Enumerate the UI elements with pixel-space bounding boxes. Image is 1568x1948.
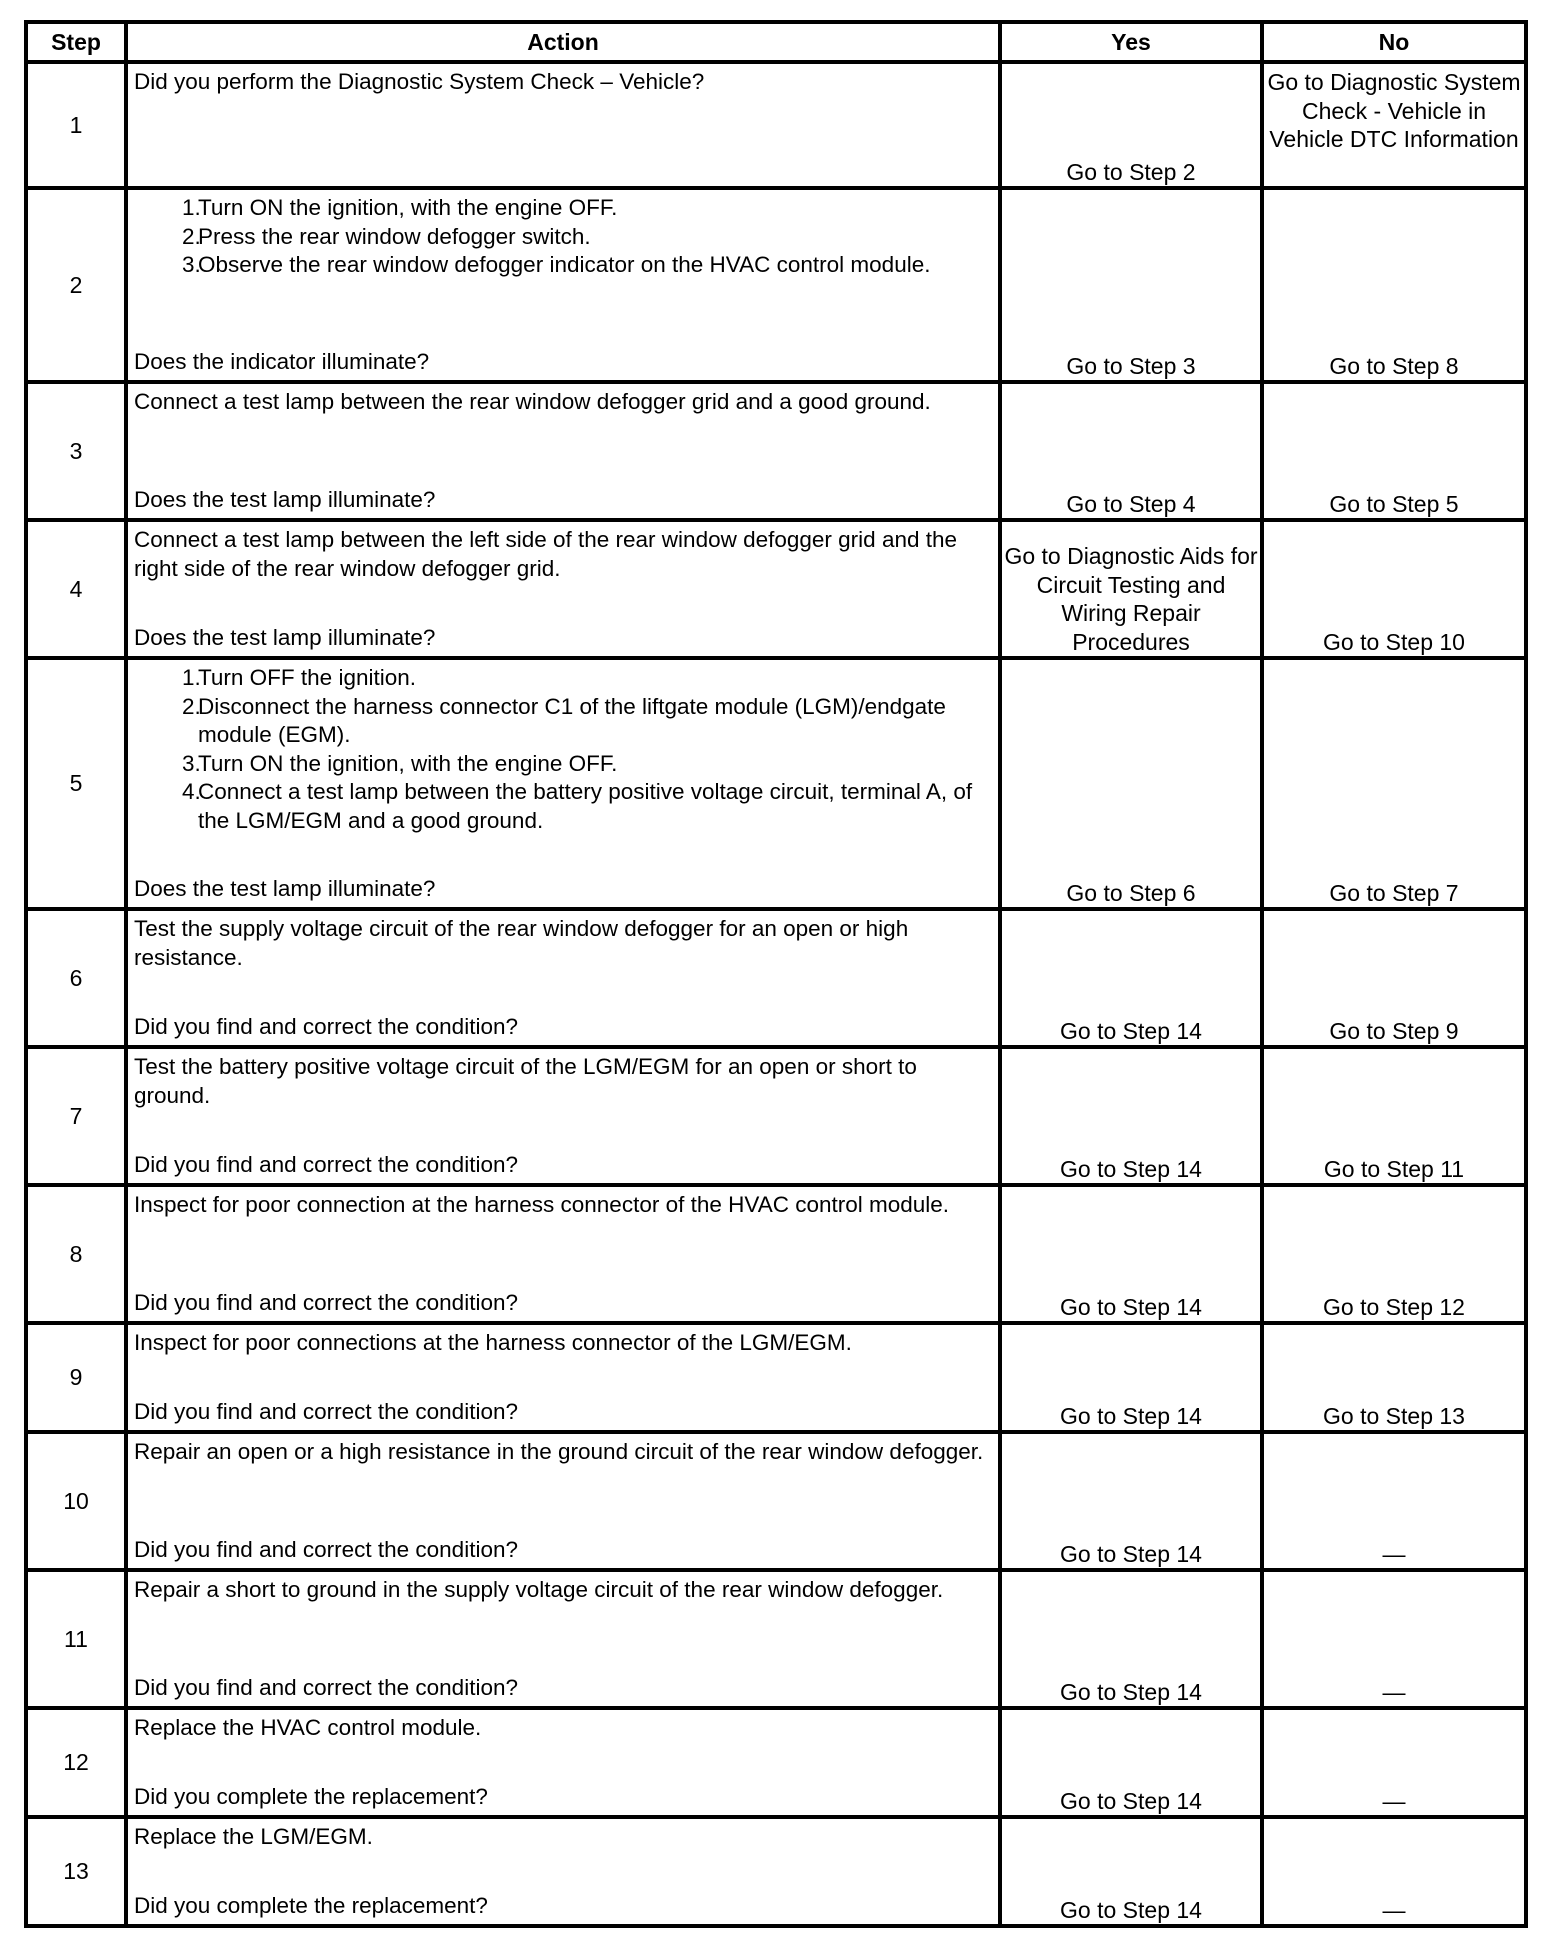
action-question: Did you complete the replacement? (134, 1892, 488, 1918)
no-result: Go to Step 13 (1262, 1323, 1526, 1432)
table-row (26, 1047, 1526, 1185)
header-step: Step (26, 22, 126, 62)
action-description: Did you perform the Diagnostic System Check – Vehicle? (134, 69, 705, 94)
action-question: Does the test lamp illuminate? (134, 875, 436, 901)
action-question: Did you find and correct the condition? (134, 1151, 518, 1177)
no-result: Go to Step 7 (1262, 658, 1526, 909)
header-row (26, 22, 1526, 62)
instruction-number: 3. (182, 252, 201, 277)
action-cell (126, 909, 1000, 1047)
action-cell (126, 188, 1000, 382)
step-number: 8 (26, 1185, 126, 1323)
step-number: 10 (26, 1432, 126, 1570)
no-result: Go to Step 5 (1262, 382, 1526, 520)
action-cell (126, 658, 1000, 909)
table-row (26, 62, 1526, 188)
instruction-item (134, 664, 992, 693)
step-number: 11 (26, 1570, 126, 1708)
action-cell (126, 520, 1000, 658)
action-cell (126, 1432, 1000, 1570)
action-description: Repair an open or a high resistance in the ground circuit of the rear window defogger. (134, 1439, 984, 1464)
action-description: Inspect for poor connections at the harness connector of the LGM/EGM. (134, 1330, 852, 1355)
yes-result: Go to Step 14 (1000, 1185, 1262, 1323)
yes-result: Go to Step 14 (1000, 1708, 1262, 1817)
diagnostic-table (24, 20, 1528, 1928)
table-row (26, 1817, 1526, 1926)
table-row (26, 909, 1526, 1047)
no-result: — (1262, 1817, 1526, 1926)
action-cell (126, 62, 1000, 188)
yes-result: Go to Step 14 (1000, 909, 1262, 1047)
action-cell (126, 1570, 1000, 1708)
action-question: Does the test lamp illuminate? (134, 486, 436, 512)
table-row (26, 1432, 1526, 1570)
instruction-item (134, 194, 992, 223)
instruction-item (134, 778, 992, 835)
no-result: — (1262, 1432, 1526, 1570)
instruction-list (134, 664, 992, 835)
yes-result: Go to Step 14 (1000, 1432, 1262, 1570)
table-row (26, 1708, 1526, 1817)
header-action: Action (126, 22, 1000, 62)
instruction-number: 3. (182, 750, 201, 776)
action-cell (126, 1708, 1000, 1817)
action-question: Did you find and correct the condition? (134, 1013, 518, 1039)
action-question: Did you find and correct the condition? (134, 1674, 518, 1700)
table-row (26, 520, 1526, 658)
step-number: 3 (26, 382, 126, 520)
yes-result: Go to Diagnostic Aids for Circuit Testing and Wiring Repair Procedures (1000, 520, 1262, 658)
no-result: Go to Diagnostic System Check - Vehicle in Vehicle DTC Information (1262, 62, 1526, 188)
yes-result: Go to Step 2 (1000, 62, 1262, 188)
yes-result: Go to Step 3 (1000, 188, 1262, 382)
instruction-number: 1. (182, 195, 201, 220)
no-result: Go to Step 9 (1262, 909, 1526, 1047)
instruction-text: Disconnect the harness connector C1 of the liftgate module (LGM)/endgate module (EGM). (198, 693, 946, 747)
yes-result: Go to Step 6 (1000, 658, 1262, 909)
instruction-number: 2. (182, 223, 201, 249)
instruction-text: Turn ON the ignition, with the engine OFF. (198, 750, 618, 776)
instruction-text: Connect a test lamp between the battery positive voltage circuit, terminal A, of the LGM/EGM and a good ground. (198, 779, 973, 833)
instruction-number: 1. (182, 665, 201, 690)
no-result: Go to Step 10 (1262, 520, 1526, 658)
instruction-item (134, 693, 992, 750)
table-body (26, 62, 1526, 1926)
no-result: — (1262, 1570, 1526, 1708)
step-number: 9 (26, 1323, 126, 1432)
action-question: Does the test lamp illuminate? (134, 624, 436, 650)
step-number: 7 (26, 1047, 126, 1185)
instruction-number: 2. (182, 693, 201, 719)
action-cell (126, 1185, 1000, 1323)
instruction-item (134, 223, 992, 252)
action-question: Does the indicator illuminate? (134, 348, 430, 374)
action-description: Replace the HVAC control module. (134, 1715, 482, 1740)
step-number: 5 (26, 658, 126, 909)
action-description: Connect a test lamp between the left side of the rear window defogger grid and the right side of the rear window defogger grid. (134, 527, 958, 581)
action-description: Test the supply voltage circuit of the rear window defogger for an open or high resistance. (134, 916, 909, 970)
instruction-item (134, 251, 992, 280)
table-row (26, 1185, 1526, 1323)
action-question: Did you find and correct the condition? (134, 1289, 518, 1315)
step-number: 12 (26, 1708, 126, 1817)
instruction-item (134, 750, 992, 779)
action-cell (126, 1817, 1000, 1926)
action-question: Did you find and correct the condition? (134, 1536, 518, 1562)
step-number: 1 (26, 62, 126, 188)
yes-result: Go to Step 14 (1000, 1323, 1262, 1432)
no-result: Go to Step 12 (1262, 1185, 1526, 1323)
step-number: 13 (26, 1817, 126, 1926)
no-result: Go to Step 8 (1262, 188, 1526, 382)
header-yes: Yes (1000, 22, 1262, 62)
instruction-text: Press the rear window defogger switch. (198, 223, 591, 249)
yes-result: Go to Step 14 (1000, 1817, 1262, 1926)
no-result: Go to Step 11 (1262, 1047, 1526, 1185)
table-row (26, 1570, 1526, 1708)
instruction-number: 4. (182, 779, 201, 804)
header-no: No (1262, 22, 1526, 62)
yes-result: Go to Step 14 (1000, 1570, 1262, 1708)
table-row (26, 382, 1526, 520)
action-cell (126, 1047, 1000, 1185)
step-number: 4 (26, 520, 126, 658)
action-cell (126, 382, 1000, 520)
action-description: Replace the LGM/EGM. (134, 1824, 373, 1849)
no-result: — (1262, 1708, 1526, 1817)
step-number: 2 (26, 188, 126, 382)
table-row (26, 1323, 1526, 1432)
instruction-text: Observe the rear window defogger indicator on the HVAC control module. (198, 252, 931, 277)
action-description: Inspect for poor connection at the harness connector of the HVAC control module. (134, 1192, 950, 1217)
instruction-text: Turn ON the ignition, with the engine OFF. (198, 195, 618, 220)
yes-result: Go to Step 14 (1000, 1047, 1262, 1185)
action-description: Test the battery positive voltage circuit of the LGM/EGM for an open or short to ground. (134, 1054, 917, 1108)
instruction-text: Turn OFF the ignition. (198, 665, 417, 690)
table-row (26, 658, 1526, 909)
instruction-list (134, 194, 992, 280)
action-question: Did you find and correct the condition? (134, 1398, 518, 1424)
action-description: Connect a test lamp between the rear window defogger grid and a good ground. (134, 389, 931, 414)
action-question: Did you complete the replacement? (134, 1783, 488, 1809)
action-description: Repair a short to ground in the supply voltage circuit of the rear window defogger. (134, 1577, 944, 1602)
step-number: 6 (26, 909, 126, 1047)
action-cell (126, 1323, 1000, 1432)
table-row (26, 188, 1526, 382)
yes-result: Go to Step 4 (1000, 382, 1262, 520)
